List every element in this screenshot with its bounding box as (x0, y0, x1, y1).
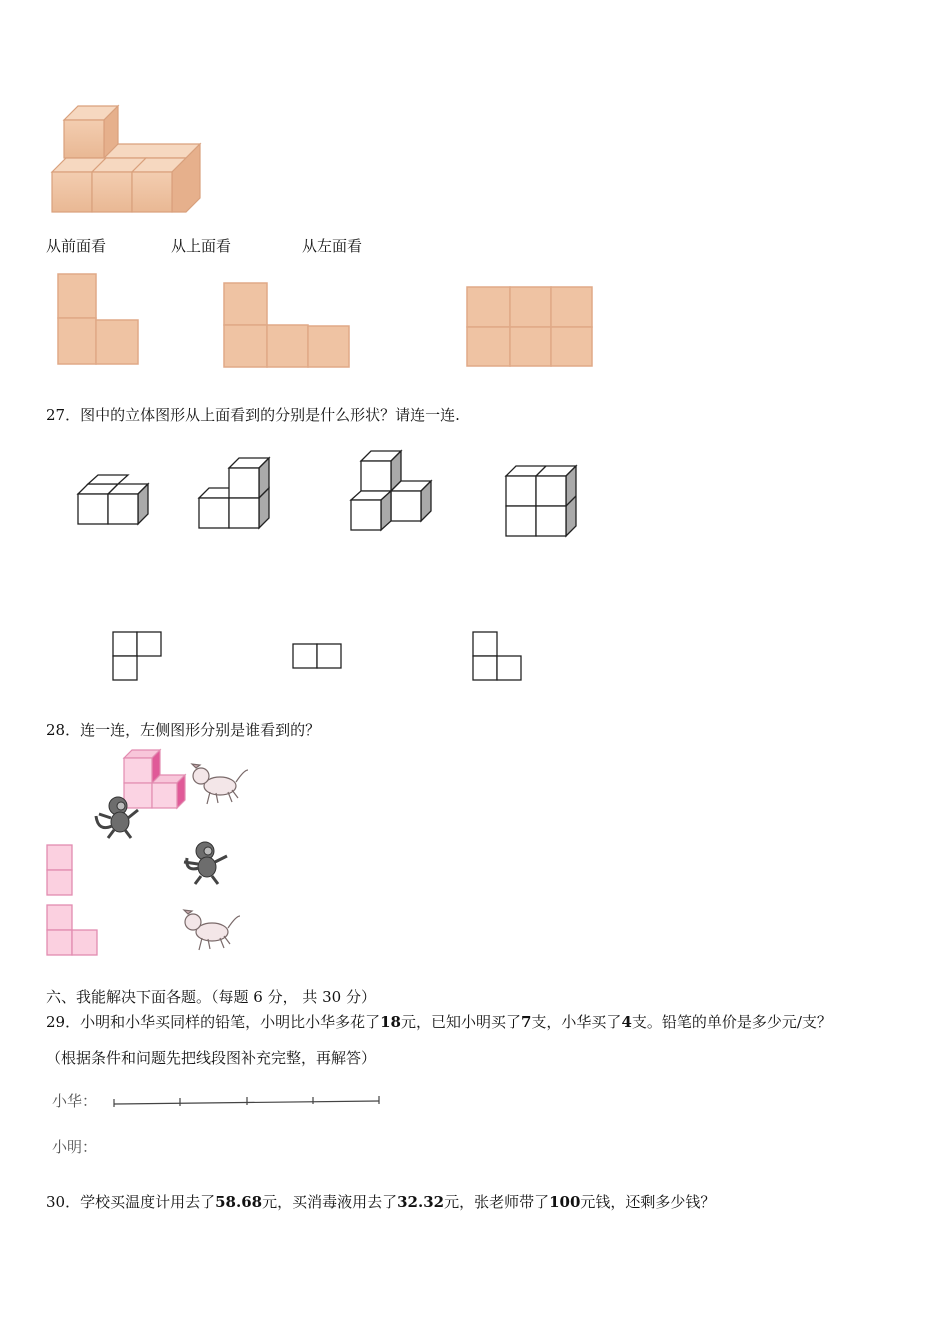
q30-part1: 30．学校买温度计用去了 (46, 1193, 216, 1211)
label-xiaoming: 小明： (52, 1138, 98, 1156)
q29-amount: 18 (380, 1013, 401, 1031)
section6-heading: 六、我能解决下面各题。（每题 6 分， 共 30 分） (46, 988, 376, 1006)
q29-part1: 29．小明和小华买同样的铅笔，小明比小华多花了 (46, 1013, 381, 1031)
q29-part4: 支。铅笔的单价是多少元/支？ (631, 1013, 832, 1031)
q30-v2: 32.32 (397, 1193, 445, 1211)
q29-xm-count: 7 (520, 1013, 532, 1031)
q27-text: 27．图中的立体图形从上面看到的分别是什么形状？请连一连. (46, 406, 460, 424)
view-label-left: 从左面看 (302, 237, 363, 255)
q30-part3: 元，张老师带了 (444, 1193, 550, 1211)
q29-xh-count: 4 (621, 1013, 632, 1031)
view-label-top: 从上面看 (171, 237, 232, 255)
label-xiaohua: 小华： (52, 1092, 98, 1110)
q30-part4: 元钱，还剩多少钱？ (580, 1193, 716, 1211)
q30-part2: 元，买消毒液用去了 (262, 1193, 398, 1211)
q28-text: 28．连一连，左侧图形分别是谁看到的？ (46, 721, 321, 739)
q30-v1: 58.68 (215, 1193, 263, 1211)
q29-part2: 元，已知小明买了 (400, 1013, 521, 1031)
q30-v3: 100 (549, 1193, 581, 1211)
q29-hint: （根据条件和问题先把线段图补充完整，再解答） (46, 1049, 377, 1067)
view-label-front: 从前面看 (46, 237, 107, 255)
q30-text (46, 1192, 715, 1212)
q29-part3: 支，小华买了 (531, 1013, 622, 1031)
